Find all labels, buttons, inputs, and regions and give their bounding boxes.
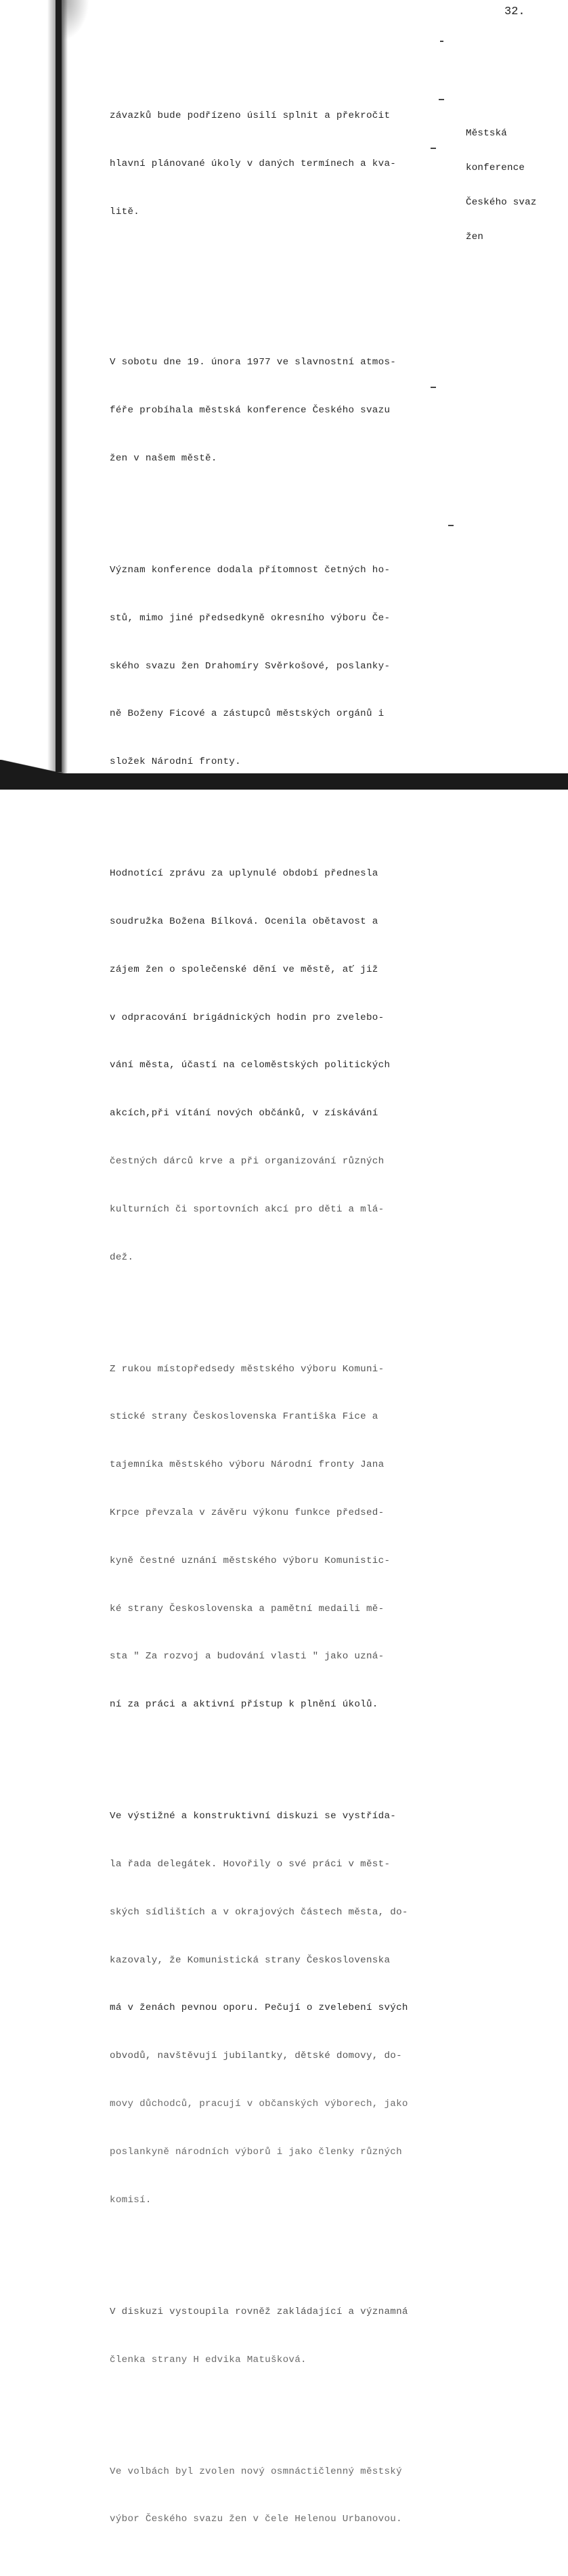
text-line: ského svazu žen Drahomíry Svěrkošové, poslanky- — [110, 660, 391, 672]
text-line: kyně čestné uznání městského výboru Komunistic- — [110, 1555, 391, 1566]
text-line: kulturních či sportovních akcí pro děti a mlá- — [110, 1203, 385, 1215]
margin-note-line: konference — [466, 163, 525, 173]
text-line: soudružka Božena Bílková. Ocenila obětavost a — [110, 916, 378, 928]
text-line: závazků bude podřízeno úsilí splnit a překročit — [110, 110, 391, 122]
page-number: 32. — [504, 5, 525, 18]
text-line: stů, mimo jiné předsedkyně okresního výboru Če- — [110, 612, 391, 624]
text-line: dež. — [110, 1251, 134, 1263]
text-line: hlavní plánované úkoly v daných termínech a kva- — [110, 158, 397, 170]
margin-note-line: žen — [466, 232, 484, 242]
text-line: Význam konference dodala přítomnost četných ho- — [110, 565, 391, 576]
binding-edge — [56, 0, 62, 772]
text-line: členka strany H edvika Matušková. — [110, 2354, 307, 2365]
paragraph — [110, 77, 462, 253]
paragraph — [110, 834, 462, 1297]
text-line: féře probíhala městská konference Českého svazu — [110, 405, 391, 416]
text-line: V diskuzi vystoupila rovněž zakládající a významná — [110, 2306, 408, 2317]
text-line: čestných dárců krve a při organizování různých — [110, 1155, 385, 1167]
text-line: Z rukou místopředsedy městského výboru Komuni- — [110, 1363, 385, 1375]
text-line: Ve výstižné a konstruktivní diskuzi se vystřída- — [110, 1811, 397, 1822]
text-line: Hodnotící zprávu za uplynulé období přednesla — [110, 868, 378, 880]
text-line: stické strany Československa Františka Fice a — [110, 1411, 378, 1423]
text-line: kazovaly, že Komunistická strany Československa — [110, 1954, 391, 1966]
text-line: ně Boženy Ficové a zástupců městských orgánů i — [110, 708, 385, 720]
text-line: Ve volbách byl zvolen nový osmnáctičlenný městský — [110, 2466, 402, 2477]
paragraph — [110, 1777, 462, 2240]
margin-tick — [440, 41, 443, 42]
text-line: litě. — [110, 206, 140, 217]
binding-shadow-top — [62, 0, 89, 41]
text-line: složek Národní fronty. — [110, 756, 241, 768]
text-line: ských sídlištích a v okrajových částech města, do- — [110, 1906, 408, 1918]
paragraph — [110, 323, 462, 499]
text-line: sta " Za rozvoj a budování vlasti " jako uzná- — [110, 1651, 385, 1662]
document-body — [110, 45, 462, 2576]
text-line: poslankyně národních výborů i jako členky různých — [110, 2146, 402, 2158]
text-line: vání města, účastí na celoměstských politických — [110, 1060, 391, 1071]
paragraph — [110, 2432, 462, 2560]
text-line: komisí. — [110, 2194, 152, 2206]
text-line: obvodů, navštěvují jubilantky, dětské domovy, do- — [110, 2051, 402, 2062]
margin-note-line: Městská — [466, 128, 507, 139]
paragraph — [110, 2273, 462, 2401]
text-line: akcích,při vítání nových občánků, v získávání — [110, 1108, 378, 1119]
text-line: movy důchodců, pracují v občanských výborech, jako — [110, 2099, 408, 2109]
text-line: la řada delegátek. Hovořily o své práci v měst- — [110, 1859, 391, 1870]
text-line: Krpce převzala v závěru výkonu funkce předsed- — [110, 1507, 385, 1519]
text-line: V sobotu dne 19. února 1977 ve slavnostní atmos- — [110, 357, 397, 368]
text-line: ní za práci a aktivní přístup k plnění úkolů. — [110, 1699, 378, 1711]
text-line: zájem žen o společenské dění ve městě, ať již — [110, 964, 378, 975]
text-line: žen v našem městě. — [110, 452, 217, 464]
text-line: tajemníka městského výboru Národní fronty Jana — [110, 1459, 385, 1471]
text-line: ké strany Československa a pamětní medaili mě- — [110, 1603, 385, 1614]
text-line: má v ženách pevnou oporu. Pečují o zvelebení svých — [110, 2002, 408, 2014]
margin-note — [466, 105, 568, 255]
text-line: v odpracování brigádnických hodin pro zvelebo- — [110, 1012, 385, 1023]
paragraph — [110, 1330, 462, 1745]
text-line: výbor Českého svazu žen v čele Helenou Urbanovou. — [110, 2514, 402, 2525]
margin-note-line: Českého svaz — [466, 197, 537, 208]
paragraph — [110, 531, 462, 802]
